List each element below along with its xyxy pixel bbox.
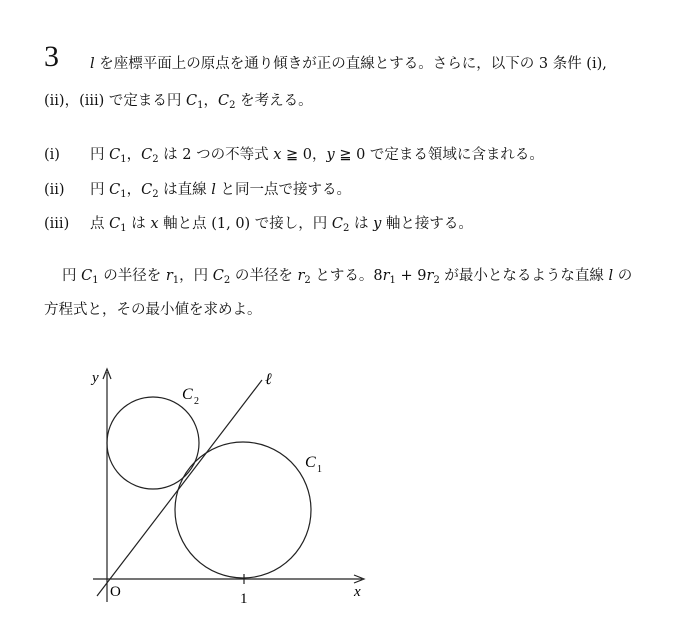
cond-ge2: ≧ 0 で定まる領域に含まれる。: [334, 147, 544, 163]
cond-sep: ，: [126, 182, 142, 198]
cond-pre: 点: [90, 216, 110, 232]
c1-sub: 1: [197, 100, 204, 111]
condition-label: (ii): [44, 182, 65, 198]
c2-sub: 2: [152, 154, 159, 165]
l-var: l: [211, 182, 216, 198]
c2-symbol: C: [212, 268, 224, 284]
line2-sep: ，: [203, 93, 219, 109]
c1-sub: 1: [120, 223, 127, 234]
r2-sub: 2: [433, 275, 440, 286]
q-h: の: [613, 268, 633, 284]
x-var: x: [150, 216, 159, 232]
c1-sub: 1: [120, 154, 127, 165]
q-a: 円: [62, 268, 82, 284]
c1-symbol: C: [186, 93, 198, 109]
c2-sub: 2: [152, 189, 159, 200]
c1-symbol: C: [109, 147, 121, 163]
cond-text: は直線: [158, 182, 212, 198]
q-g: が最小となるような直線: [439, 268, 609, 284]
q-c: ，円: [179, 268, 213, 284]
c1-sub: 1: [92, 275, 99, 286]
y-var: y: [326, 147, 335, 163]
question-line-2: 方程式と，その最小値を求めよ。: [44, 302, 262, 318]
line-l: [97, 380, 262, 596]
line-l-label: ℓ: [265, 371, 272, 388]
q-e: とする。8: [310, 268, 383, 284]
c1-symbol: C: [109, 216, 121, 232]
r1-sub: 1: [172, 275, 180, 286]
r2-sub: 2: [304, 275, 311, 286]
cond-pre: 円: [90, 182, 110, 198]
x-axis-label: x: [354, 584, 361, 600]
x-var: x: [273, 147, 282, 163]
c1-label-sub: 1: [317, 464, 322, 475]
c2-label-sub: 2: [194, 396, 199, 407]
cond-post: と同一点で接する。: [215, 182, 352, 198]
y-var: y: [373, 216, 382, 232]
r2-var: r: [426, 268, 434, 284]
cond-t4: 軸と接する。: [381, 216, 473, 232]
y-axis-label: y: [92, 370, 99, 386]
cond-t1: は: [126, 216, 151, 232]
cond-pre: 円: [90, 147, 110, 163]
c2-symbol: C: [331, 216, 344, 232]
cond-sep: ，: [126, 147, 142, 163]
q-f: + 9: [395, 268, 427, 284]
c2-symbol: C: [218, 93, 230, 109]
r1-var: r: [382, 268, 390, 284]
cond-t2: 軸と点 (1, 0) で接し，円: [158, 216, 332, 232]
q-d: の半径を: [230, 268, 298, 284]
cond-ge1: ≧ 0，: [281, 147, 327, 163]
c1-label: C: [305, 454, 316, 471]
cond-text: は 2 つの不等式: [158, 147, 274, 163]
cond-t3: は: [349, 216, 374, 232]
problem-number: 3: [44, 40, 59, 73]
condition-label: (i): [44, 147, 60, 163]
r1-var: r: [165, 268, 173, 284]
condition-label: (iii): [44, 216, 70, 232]
c2-label: C: [182, 386, 193, 403]
c2-sub: 2: [229, 100, 236, 111]
c2-symbol: C: [141, 182, 153, 198]
q-b: の半径を: [98, 268, 166, 284]
c1-symbol: C: [81, 268, 93, 284]
line2-post: を考える。: [235, 93, 313, 109]
line-l-var: l: [90, 56, 95, 72]
c1-symbol: C: [109, 182, 121, 198]
tick-label-1: 1: [240, 591, 248, 607]
c2-symbol: C: [141, 147, 153, 163]
r1-sub: 1: [389, 275, 396, 286]
c2-sub: 2: [343, 223, 350, 234]
l-var: l: [608, 268, 614, 284]
line2-pre: (ii)，(iii) で定まる円: [44, 93, 187, 109]
origin-label: O: [110, 584, 121, 600]
line1-text: を座標平面上の原点を通り傾きが正の直線とする。さらに，以下の 3 条件 (i),: [94, 56, 607, 72]
circle-c1: [175, 442, 311, 578]
c2-sub: 2: [223, 275, 231, 286]
r2-var: r: [297, 268, 305, 284]
c1-sub: 1: [120, 189, 127, 200]
